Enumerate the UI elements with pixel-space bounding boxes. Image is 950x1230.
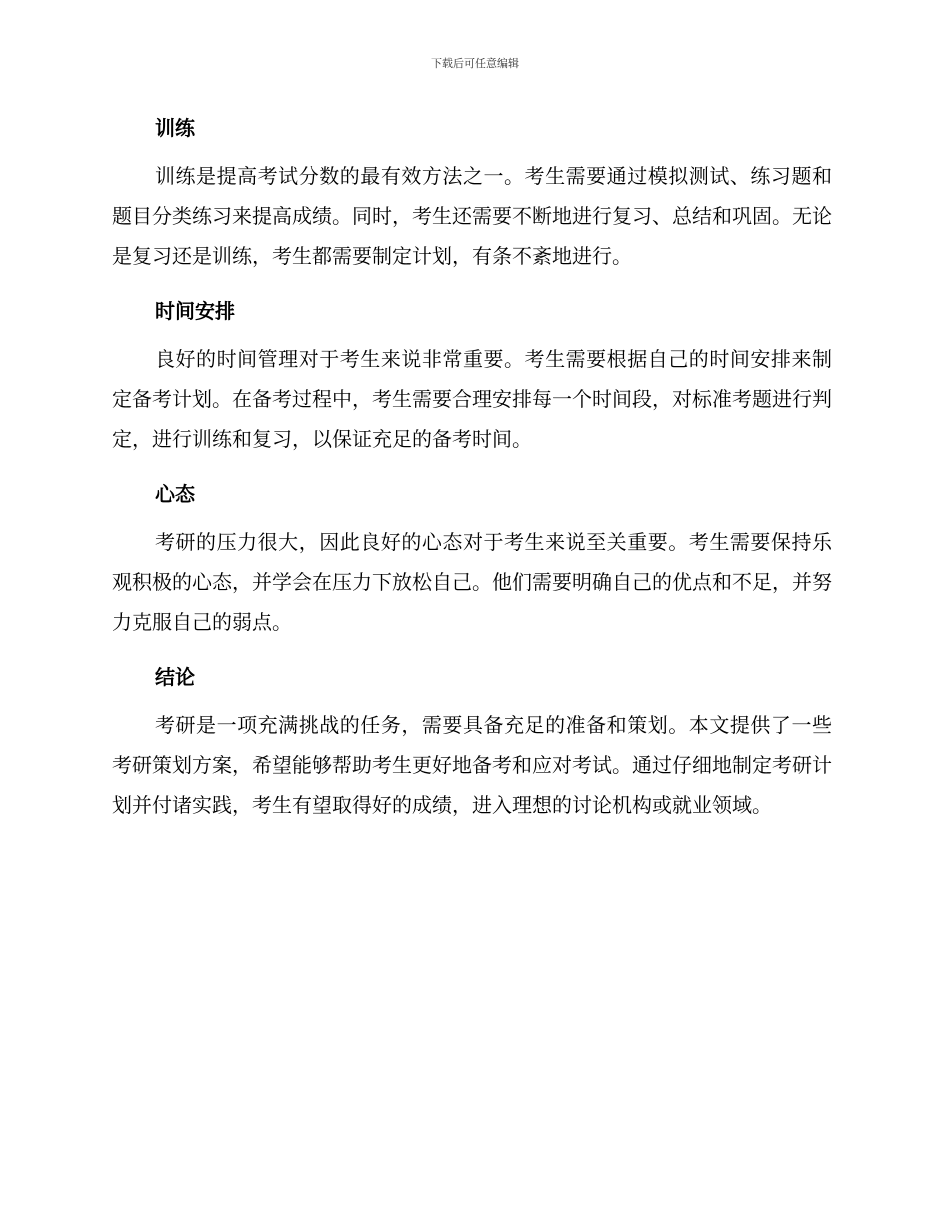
- section-heading: 心态: [155, 482, 195, 506]
- section-heading: 训练: [155, 116, 195, 140]
- section-heading: 时间安排: [155, 299, 235, 323]
- section-paragraph: 考研是一项充满挑战的任务，需要具备充足的准备和策划。本文提供了一些考研策划方案，希望能够帮助考生更好地备考和应对考试。通过仔细地制定考研计划并付诸实践，考生有望取得好的成绩，进入理想的讨论机构或就业领域。: [112, 713, 832, 817]
- document-content: [112, 108, 832, 840]
- section-mindset: [112, 474, 832, 642]
- section-paragraph: 训练是提高考试分数的最有效方法之一。考生需要通过模拟测试、练习题和题目分类练习来提高成绩。同时，考生还需要不断地进行复习、总结和巩固。无论是复习还是训练，考生都需要制定计划，有条不紊地进行。: [112, 164, 832, 268]
- section-heading: 结论: [155, 665, 195, 689]
- header-note: 下载后可任意编辑: [431, 57, 519, 70]
- section-training: [112, 108, 832, 276]
- section-paragraph: 考研的压力很大，因此良好的心态对于考生来说至关重要。考生需要保持乐观积极的心态，并学会在压力下放松自己。他们需要明确自己的优点和不足，并努力克服自己的弱点。: [112, 530, 832, 634]
- section-conclusion: [112, 657, 832, 825]
- section-time-management: [112, 291, 832, 459]
- section-paragraph: 良好的时间管理对于考生来说非常重要。考生需要根据自己的时间安排来制定备考计划。在备考过程中，考生需要合理安排每一个时间段，对标准考题进行判定，进行训练和复习，以保证充足的备考时间。: [112, 347, 832, 451]
